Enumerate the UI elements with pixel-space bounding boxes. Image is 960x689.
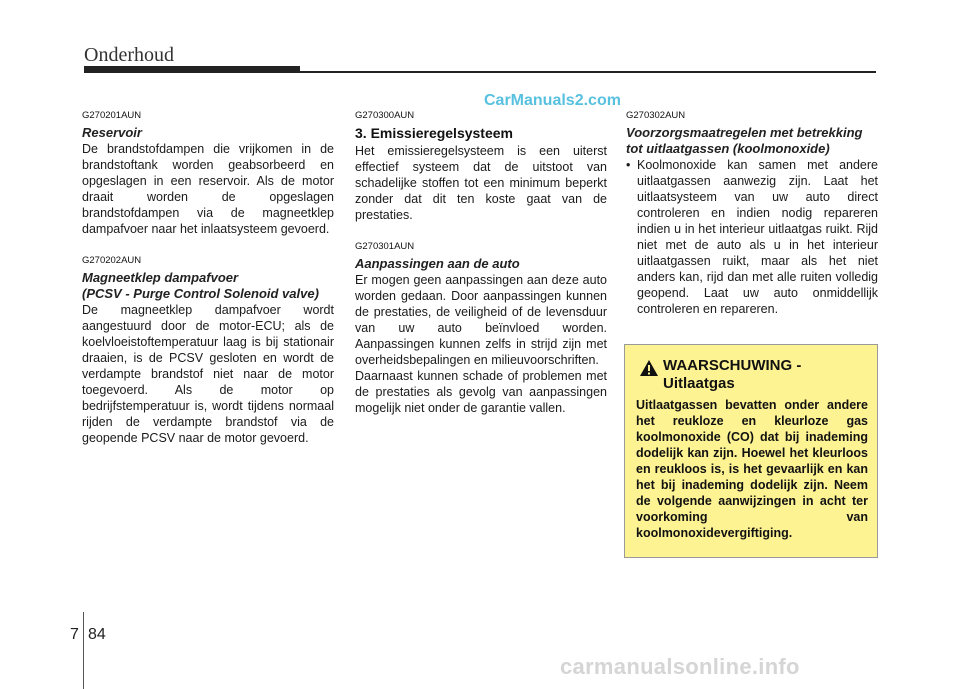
para-emissie: Het emissieregelsysteem is een uiterst effectief systeem dat de uitstoot van schadelijke stoffen tot een minimum beperkt zonder dat dit ten koste gaat van de prestaties. xyxy=(355,144,607,222)
list-item: • Koolmonoxide kan samen met andere uitlaatgassen aanwezig zijn. Laat het uitlaatsysteem van uw auto direct controleren en indien nodig repareren indien u in het interieur uitlaatgas ruikt. Rijd niet met de auto als u in het interieur uitlaatgassen ruikt, maar als het niet anders kan, rijd dan met alle ruiten volledig geopend. Laat uw auto onmiddellijk controleren en repareren. xyxy=(626,157,878,317)
column-3 xyxy=(626,110,878,317)
heading-emissieregelsysteem: 3. Emissieregelsysteem xyxy=(355,125,513,141)
para-aanpassingen: Er mogen geen aanpassingen aan deze auto worden gedaan. Door aanpassingen kunnen de prestaties, de veiligheid of de levensduur van uw auto beïnvloed worden. Aanpassingen kunnen zelfs in strijd zijn met overheidsbepalingen en milieuvoorschriften. xyxy=(355,273,607,367)
watermark-bottom[interactable]: carmanualsonline.info xyxy=(560,654,800,679)
subhead-aanpassingen: Aanpassingen aan de auto xyxy=(355,256,520,271)
warning-title: WAARSCHUWING - Uitlaatgas xyxy=(663,357,802,392)
page-chapter: 7 xyxy=(70,626,79,643)
subhead-reservoir: Reservoir xyxy=(82,125,142,140)
subhead-voorzorgsmaatregelen: Voorzorgsmaatregelen met betrekking tot uitlaatgassen (koolmonoxide) xyxy=(626,125,863,156)
para-magneetklep: De magneetklep dampafvoer wordt aangestuurd door de motor-ECU; als de koelvloeistoftemperatuur laag is bij stationair draaien, is de PCSV gesloten en wordt de verdampte brandstof niet naar de motor toegevoerd. Als de motor op bedrijfstemperatuur is, wordt tijdens normaal rijden de verdampte brandstof via de geopende PCSV naar de motor gevoerd. xyxy=(82,303,334,445)
section-code: G270201AUN xyxy=(82,110,142,121)
warning-box xyxy=(624,344,878,558)
spacer xyxy=(82,237,334,255)
column-2 xyxy=(355,110,607,416)
footer-divider xyxy=(83,612,84,689)
para-reservoir: De brandstofdampen die vrijkomen in de brandstoftank worden geabsorbeerd en opgeslagen in een reservoir. Als de motor draait worden de opgeslagen brandstofdampen via de magneetklep dampafvoer naar het inlaatsysteem gevoerd. xyxy=(82,142,334,236)
warning-triangle-icon xyxy=(639,359,659,377)
page-number: 84 xyxy=(88,626,106,643)
column-1 xyxy=(82,110,334,446)
header-rule-thick xyxy=(84,66,300,73)
para-garantie: Daarnaast kunnen schade of problemen met de prestaties als gevolg van aanpassingen mogelijk niet onder de garantie vallen. xyxy=(355,369,607,415)
section-code: G270300AUN xyxy=(355,110,415,121)
subhead-magneetklep: Magneetklep dampafvoer xyxy=(82,270,239,285)
watermark-top[interactable]: CarManuals2.com xyxy=(484,92,621,109)
warning-body: Uitlaatgassen bevatten onder andere het reukloze en kleurloze gas koolmonoxide (CO) dat bij inademing dodelijk kan zijn. Hoewel het kleurloos en reukloos is, is het gevaarlijk en kan het bij inademing dodelijk zijn. Neem de volgende aanwijzingen in acht ter voorkoming van koolmonoxidevergiftiging. xyxy=(636,398,868,540)
page-header-title: Onderhoud xyxy=(84,44,174,66)
section-code: G270202AUN xyxy=(82,255,142,266)
bullet-list xyxy=(626,157,878,317)
subhead-pcsv: (PCSV - Purge Control Solenoid valve) xyxy=(82,286,319,301)
header-rule-thin xyxy=(300,71,876,73)
section-code: G270301AUN xyxy=(355,241,415,252)
spacer xyxy=(355,223,607,241)
section-code: G270302AUN xyxy=(626,110,686,121)
